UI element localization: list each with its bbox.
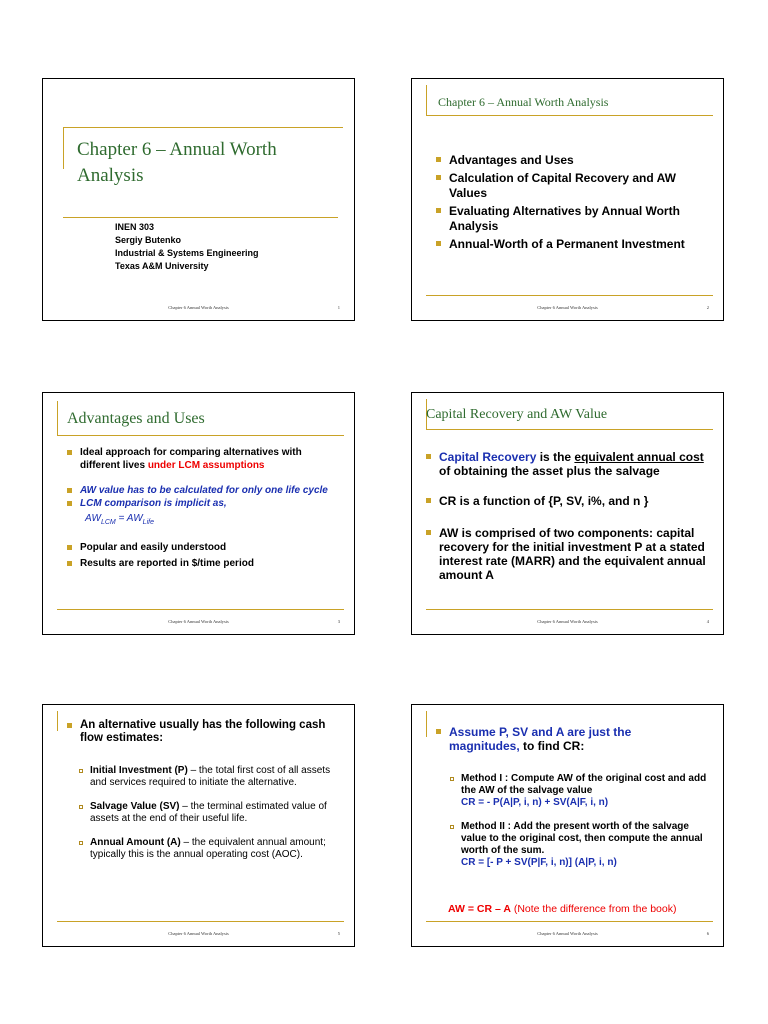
assume-text: Assume P, SV and A are just the magnitudes, — [449, 725, 632, 753]
department: Industrial & Systems Engineering — [115, 248, 259, 258]
slide-footer: Chapter 6 Annual Worth Analysis — [168, 931, 229, 936]
list-item — [426, 450, 716, 478]
slide-5-footer-rule — [57, 921, 344, 922]
slide-3-list — [67, 446, 342, 570]
list-item — [436, 725, 676, 753]
slide-5-sublist — [77, 765, 339, 861]
sub-item — [77, 801, 339, 825]
slide-5-list — [67, 719, 347, 761]
slide-number: 5 — [337, 931, 340, 936]
author-name: Sergiy Butenko — [115, 235, 182, 245]
method-1-formula: CR = - P(A|P, i, n) + SV(A|F, i, n) — [461, 797, 609, 808]
slide-6-vrule — [426, 711, 427, 737]
slide-number: 6 — [706, 931, 709, 936]
method-2-formula: CR = [- P + SV(P|F, i, n)] (A|P, i, n) — [461, 857, 617, 868]
slide-2-footer-rule — [426, 295, 713, 296]
advantage-text: Ideal approach for comparing alternatives with different lives — [80, 447, 302, 471]
slide-footer: Chapter 6 Annual Worth Analysis — [537, 619, 598, 624]
slide-4-hrule — [426, 429, 713, 430]
eq-label: = AW — [115, 513, 143, 524]
slide-6 — [411, 704, 724, 947]
slide-3-footer-rule — [57, 609, 344, 610]
list-item: Popular and easily understood — [67, 541, 342, 554]
slide-number: 4 — [706, 619, 709, 624]
university: Texas A&M University — [115, 261, 209, 271]
slide-2-list — [436, 153, 706, 252]
slide-4 — [411, 392, 724, 635]
slide-footer: Chapter 6 Annual Worth Analysis — [537, 305, 598, 310]
slide-2-hrule — [426, 115, 713, 116]
annual-amount-text: – the equivalent annual amount; typically this is the annual operating cost (AOC). — [90, 837, 326, 860]
sub-item — [77, 765, 339, 789]
slide-1-hrule — [63, 127, 343, 128]
aw-label: AW — [85, 513, 101, 524]
slide-6-sublist — [448, 773, 708, 869]
list-item — [67, 484, 342, 497]
list-item: Annual-Worth of a Permanent Investment — [436, 237, 706, 252]
aw-summary — [448, 903, 676, 915]
sub-item — [77, 837, 339, 861]
salvage-text: of obtaining the asset plus the salvage — [439, 464, 660, 478]
annual-amount-label: Annual Amount (A) — [90, 837, 181, 848]
aw-note: (Note the difference from the book) — [510, 903, 677, 915]
slide-3-hrule — [57, 435, 344, 436]
slide-3-title: Advantages and Uses — [67, 410, 205, 427]
list-item: Calculation of Capital Recovery and AW Values — [436, 171, 706, 201]
slide-footer: Chapter 6 Annual Worth Analysis — [537, 931, 598, 936]
aw-equation: AW = CR – A — [448, 903, 511, 915]
slide-4-title: Capital Recovery and AW Value — [426, 407, 608, 422]
list-item: Evaluating Alternatives by Annual Worth Analysis — [436, 204, 706, 234]
slide-3 — [42, 392, 355, 635]
find-cr: to find CR: — [519, 739, 585, 753]
equivalent-annual-cost: equivalent annual cost — [574, 450, 704, 464]
slide-footer: Chapter 6 Annual Worth Analysis — [168, 305, 229, 310]
aw-equation — [67, 512, 342, 529]
slide-number: 1 — [337, 305, 340, 310]
list-item: CR is a function of {P, SV, i%, and n } — [426, 494, 716, 508]
slide-1-vrule — [63, 127, 64, 169]
slide-6-footer-rule — [426, 921, 713, 922]
slide-4-footer-rule — [426, 609, 713, 610]
slide-1-author — [115, 221, 259, 273]
slide-5-vrule — [57, 711, 58, 731]
slide-2-title: Chapter 6 – Annual Worth Analysis — [438, 95, 609, 109]
slide-2-vrule — [426, 85, 427, 115]
method-1: Method I : Compute AW of the original cost and add the AW of the salvage value — [461, 773, 707, 796]
life-subscript: Life — [142, 519, 154, 526]
slide-6-list — [436, 725, 676, 753]
slide-number: 3 — [337, 619, 340, 624]
list-item — [67, 446, 342, 472]
salvage-value-label: Salvage Value (SV) — [90, 801, 180, 812]
slide-number: 2 — [706, 305, 709, 310]
list-item: AW is comprised of two components: capital recovery for the initial investment P at a stated interest rate (MARR) and the equivalent annual amount A — [426, 526, 716, 582]
method-2: Method II : Add the present worth of the salvage value to the original cost, then compute the annual worth of the sum. — [461, 821, 703, 856]
is-the: is the — [536, 450, 575, 464]
slide-footer: Chapter 6 Annual Worth Analysis — [168, 619, 229, 624]
slide-1-hrule-2 — [63, 217, 338, 218]
slide-2 — [411, 78, 724, 321]
list-item: Results are reported in $/time period — [67, 557, 342, 570]
initial-investment-label: Initial Investment (P) — [90, 765, 188, 776]
list-item: Advantages and Uses — [436, 153, 706, 168]
slide-1-title: Chapter 6 – Annual Worth Analysis — [77, 139, 277, 186]
slide-1 — [42, 78, 355, 321]
aw-note: AW value has to be calculated for only one life cycle — [80, 485, 328, 496]
course-code: INEN 303 — [115, 222, 155, 232]
initial-investment-text: – the total first cost of all assets and services required to initiate the alternative. — [90, 765, 331, 788]
lcm-implicit: LCM comparison is implicit as, — [80, 498, 227, 509]
capital-recovery-term: Capital Recovery — [439, 450, 537, 464]
sub-item — [448, 773, 708, 809]
salvage-value-text: – the terminal estimated value of assets at the end of their useful life. — [90, 801, 327, 824]
lcm-subscript: LCM — [100, 519, 116, 526]
slide-3-vrule — [57, 401, 58, 435]
slide-4-list — [426, 450, 716, 582]
list-item — [67, 497, 342, 510]
list-item: An alternative usually has the following cash flow estimates: — [67, 719, 347, 745]
slide-5 — [42, 704, 355, 947]
lcm-note: under LCM assumptions — [147, 460, 265, 471]
sub-item — [448, 821, 708, 869]
